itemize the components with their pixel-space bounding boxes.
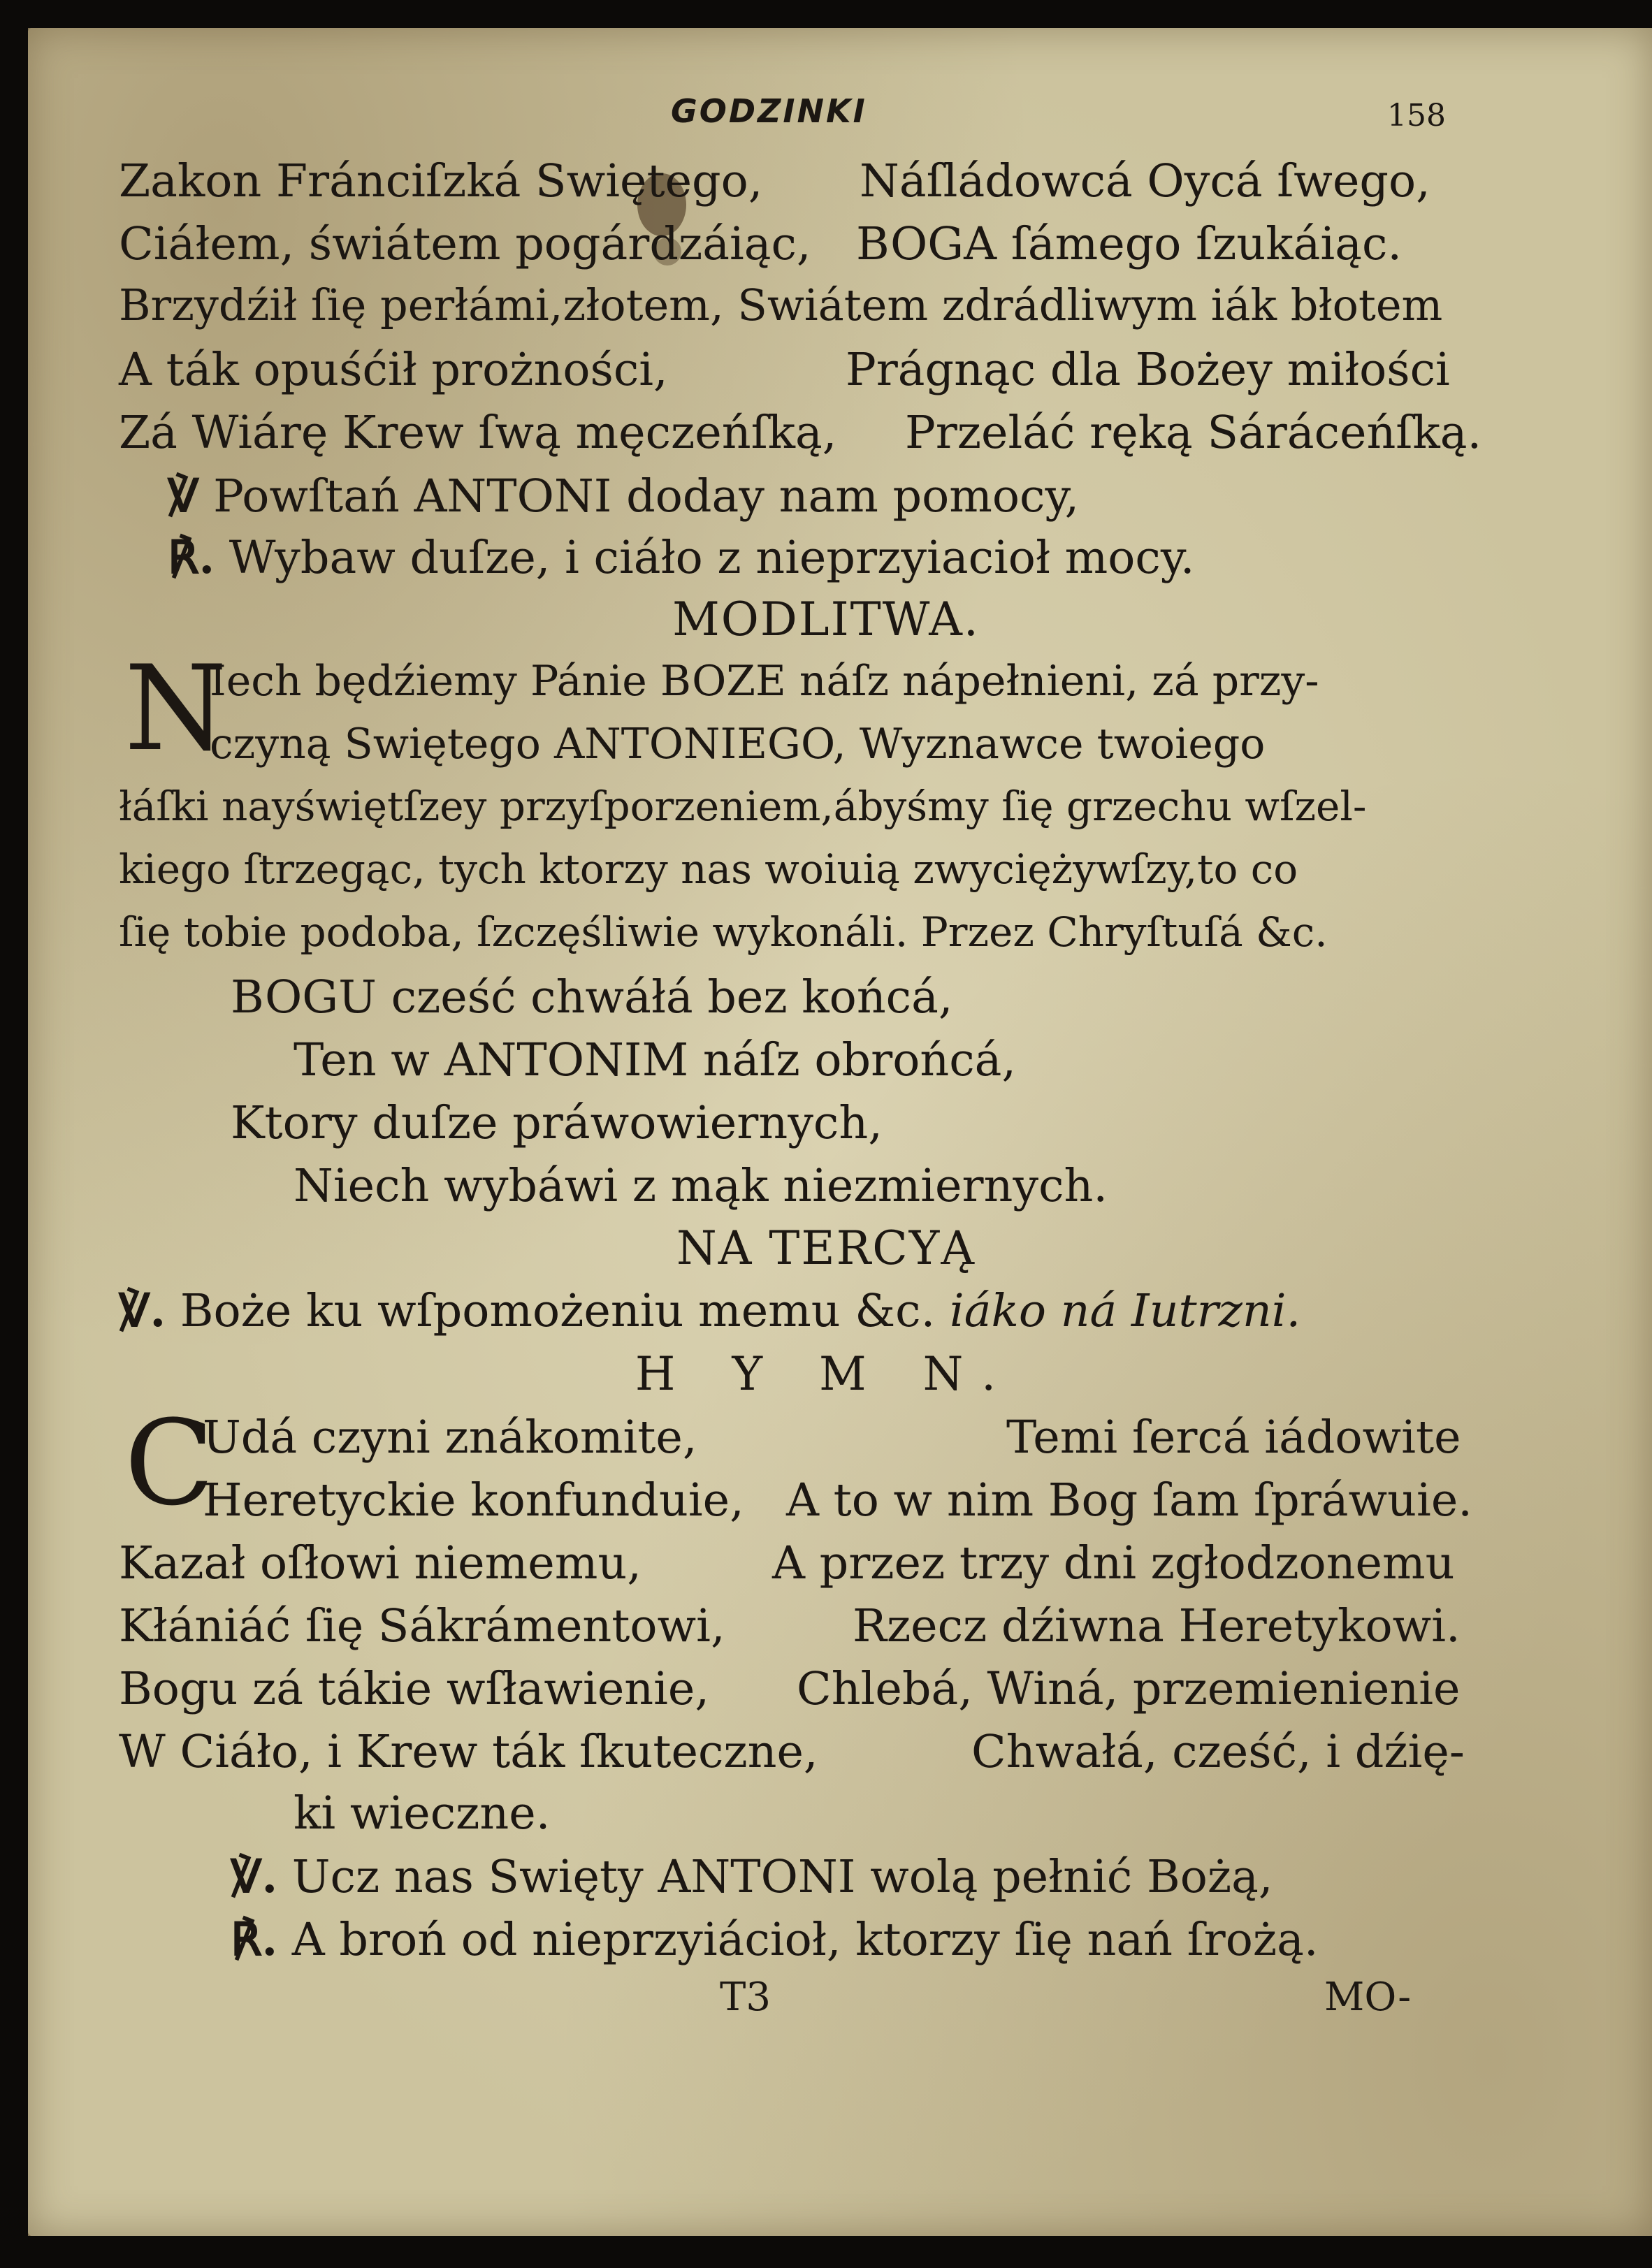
hymn-line-right: Chwałá, cześć, i dźię- (971, 1726, 1465, 1778)
response-2 (231, 1913, 1319, 1966)
verse-line-right: Przeláć ręką Sáráceńſką. (905, 407, 1482, 459)
hymn-line-right: Chlebá, Winá, przemienienie (797, 1663, 1461, 1715)
versicle-italic-note: iáko ná Iutrzni. (949, 1285, 1301, 1337)
tercja-title: NA TERCYĄ (676, 1221, 976, 1275)
response-symbol: ℟. (231, 1913, 278, 1966)
page-number: 158 (1387, 98, 1446, 133)
versicle-text: Powſtań ANTONI doday nam pomocy, (213, 470, 1080, 523)
verse-line-right: Náſládowcá Oycá ſwego, (860, 155, 1430, 208)
prayer-line: łáſki nayświętſzey przyſporzeniem,ábyśmy ſię grzechu wſzel- (119, 783, 1367, 830)
catchword: MO- (1324, 1975, 1412, 2020)
versicle-text: Ucz nas Swięty ANTONI wolą pełnić Bożą, (291, 1851, 1273, 1903)
verse-line-left: Ciáłem, świátem pogárdzáiąc, (119, 218, 811, 270)
response-1 (168, 531, 1195, 584)
prayer-dropcap: N (124, 640, 227, 777)
response-symbol: ℟. (168, 531, 215, 584)
verse-line-left: Zá Wiárę Krew ſwą męczeńſką, (119, 407, 837, 459)
hymn-line-right: Rzecz dźiwna Heretykowi. (853, 1600, 1461, 1652)
verse-line-full: Brzydźił ſię perłámi,złotem, Swiátem zdrádliwym iák błotem (119, 279, 1443, 330)
doxology-line: Ktory duſze práwowiernych, (231, 1097, 883, 1149)
versicle-text: Boże ku wſpomożeniu memu &c. (180, 1285, 936, 1337)
versicle-1 (168, 470, 1079, 523)
signature-mark: T3 (720, 1975, 771, 2020)
response-text: A broń od nieprzyiácioł, ktorzy ſię nań ſrożą. (291, 1914, 1319, 1966)
doxology-line: Ten w ANTONIM náſz obrońcá, (294, 1034, 1017, 1086)
hymn-line-last: ki wieczne. (294, 1787, 551, 1840)
hymn-line-left: Heretyckie konfunduie, (203, 1474, 744, 1527)
versicle-2 (231, 1850, 1273, 1903)
versicle-symbol: ℣. (119, 1284, 166, 1337)
verse-line-left: A ták opuśćił prożności, (119, 344, 668, 396)
verse-line-right: Prágnąc dla Bożey miłości (846, 344, 1450, 396)
doxology-line: BOGU cześć chwáłá bez końcá, (231, 971, 953, 1024)
verse-line-right: BOGA ſámego ſzukáiąc. (856, 218, 1403, 270)
running-title: GODZINKI (671, 92, 867, 130)
hymn-title: H Y M N. (635, 1347, 1017, 1401)
hymn-dropcap: C (124, 1395, 215, 1532)
prayer-title: MODLITWA. (672, 593, 980, 646)
response-text: Wybaw duſze, i ciáło z nieprzyiacioł mocy. (229, 532, 1195, 584)
prayer-line: ſię tobie podoba, ſzczęśliwie wykonáli. Przez Chryſtuſá &c. (119, 908, 1328, 956)
prayer-line: kiego ſtrzegąc, tych ktorzy nas woiuią zwyciężywſzy,to co (119, 845, 1298, 893)
hymn-line-left: Bogu zá tákie wſławienie, (119, 1663, 710, 1715)
doxology-line: Niech wybáwi z mąk niezmiernych. (294, 1160, 1108, 1212)
hymn-line-right: A to w nim Bog ſam ſpráwuie. (786, 1474, 1472, 1527)
versicle-symbol: ℣ (168, 470, 199, 523)
hymn-line-left: W Ciáło, i Krew ták ſkuteczne, (119, 1726, 818, 1778)
prayer-line: czyną Swiętego ANTONIEGO, Wyznawce twoiego (210, 720, 1266, 769)
verse-line-left: Zakon Fránciſzká Swiętego, (119, 155, 763, 208)
hymn-line-left: Kłániáć ſię Sákrámentowi, (119, 1600, 725, 1652)
hymn-line-right: A przez trzy dni zgłodzonemu (772, 1537, 1455, 1590)
hymn-line-left: Udá czyni znákomite, (203, 1411, 697, 1464)
hymn-line-left: Kazał oſłowi niememu, (119, 1537, 642, 1590)
tercja-versicle (119, 1284, 1300, 1337)
hymn-line-right: Temi ſercá iádowite (1006, 1411, 1461, 1464)
prayer-line: Iech będźiemy Pánie BOZE náſz nápełnieni, zá przy- (210, 657, 1319, 706)
versicle-symbol: ℣. (231, 1850, 278, 1903)
